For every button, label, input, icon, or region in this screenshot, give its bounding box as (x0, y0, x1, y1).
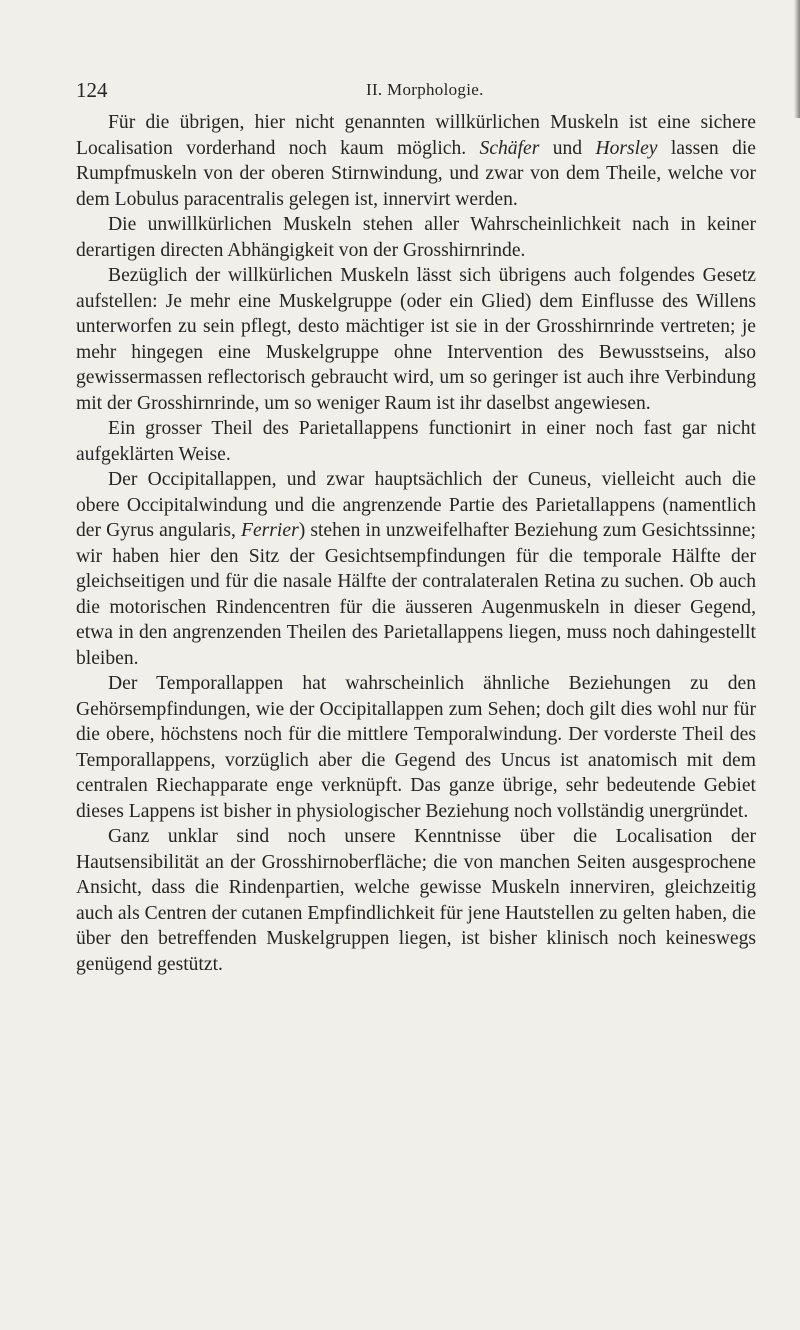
paragraph (76, 263, 756, 416)
page-edge-shadow (794, 0, 800, 118)
text-run: Bezüglich der willkürlichen Muskeln lässt sich übrigens auch folgendes Gesetz aufstellen: Je mehr eine Muskelgruppe (oder ein Glied) dem Einflusse des Willens unterworfen zu sein pflegt, desto mächtiger ist sie in der Grosshirnrinde vertreten; je mehr hingegen eine Muskelgruppe ohne Intervention des Bewusstseins, also gewissermassen reflectorisch gebraucht wird, um so geringer ist auch ihre Verbindung mit der Grosshirnrinde, um so weniger Raum ist ihr daselbst angewiesen. (76, 265, 756, 414)
text-run: und (539, 137, 596, 159)
text-run: Ganz unklar sind noch unsere Kenntnisse über die Localisation der Hautsensibilität an der Grosshirnoberfläche; die von manchen Seiten ausgesprochene Ansicht, dass die Rindenpartien, welche gewisse Muskeln innerviren, gleichzeitig auch als Centren der cutanen Empfindlichkeit für jene Hautstellen zu gelten haben, die über den betreffenden Muskelgruppen liegen, ist bisher klinisch noch keineswegs genügend gestützt. (76, 826, 756, 975)
text-run: Ein grosser Theil des Parietallappens functionirt in einer noch fast gar nicht aufgeklärten Weise. (76, 418, 756, 465)
paragraph (76, 416, 756, 467)
paragraph (76, 824, 756, 977)
running-head (76, 78, 756, 110)
body-text (76, 110, 756, 977)
paragraph (76, 110, 756, 212)
paragraph (76, 467, 756, 671)
author-name: Ferrier (241, 520, 299, 541)
text-run: lassen die Rumpfmuskeln von der oberen Stirnwindung, und zwar von dem Theile, welche vor dem Lobulus paracentralis gelegen ist, innervirt werden. (76, 137, 757, 210)
author-name: Horsley (595, 137, 658, 159)
book-page (76, 78, 756, 977)
text-run: Die unwillkürlichen Muskeln stehen aller Wahrscheinlichkeit nach in keiner derartigen directen Abhängigkeit von der Grosshirnrinde. (76, 214, 756, 261)
paragraph (76, 212, 756, 263)
page-number: 124 (76, 78, 108, 102)
text-run: ) stehen in unzweifelhafter Beziehung zum Gesichtssinne; wir haben hier den Sitz der Gesichtsempfindungen für die temporale Hälfte der gleichseitigen und für die nasale Hälfte der contralateralen Retina zu suchen. Ob auch die motorischen Rindencentren für die äusseren Augenmuskeln in dieser Gegend, etwa in den angrenzenden Theilen des Parietallappens liegen, muss noch dahingestellt bleiben. (76, 520, 757, 669)
paragraph (76, 671, 756, 824)
section-title: II. Morphologie. (366, 80, 484, 99)
text-run: Der Temporallappen hat wahrscheinlich ähnliche Beziehungen zu den Gehörsempfindungen, wie der Occipitallappen zum Sehen; doch gilt dies wohl nur für die obere, höchstens noch für die mittlere Temporalwindung. Der vorderste Theil des Temporallappens, vorzüglich aber die Gegend des Uncus ist anatomisch mit dem centralen Riechapparate enge verknüpft. Das ganze übrige, sehr bedeutende Gebiet dieses Lappens ist bisher in physiologischer Beziehung noch vollständig unergründet. (76, 673, 756, 822)
author-name: Schäfer (479, 137, 540, 159)
text-run: Für die übrigen, hier nicht genannten willkürlichen Muskeln ist eine sichere Localisation vorderhand noch kaum möglich. (76, 112, 756, 159)
text-run: Der Occipitallappen, und zwar hauptsächlich der Cuneus, vielleicht auch die obere Occipitalwindung und die angrenzende Partie des Parietallappens (namentlich der Gyrus angularis, (76, 469, 756, 541)
